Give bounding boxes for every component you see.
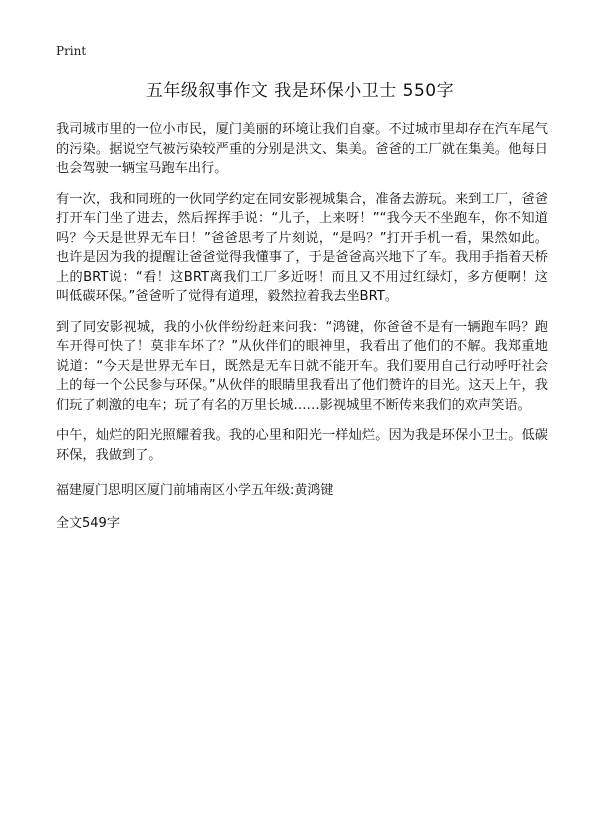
article-body bbox=[56, 120, 548, 533]
word-count: 全文549字 bbox=[56, 516, 120, 531]
paragraph-3: 到了同安影视城，我的小伙伴纷纷赶来问我：“鸿键，你爸爸不是有一辆跑车吗？跑车开得可快了！莫非车坏了？”从伙伴们的眼神里，我看出了他们的不解。我郑重地说道：“今天是世界无车日，既然是无车日就不能开车。我们要用自己行动呼吁社会上的每一个公民参与环保。”从伙伴的眼睛里我看出了他们赞许的目光。这天上午，我们玩了刺激的电车；玩了有名的万里长城……影视城里不断传来我们的欢声笑语。 bbox=[56, 319, 548, 413]
print-link[interactable]: Print bbox=[56, 44, 87, 58]
author-byline: 福建厦门思明区厦门前埔南区小学五年级:黄鸿键 bbox=[56, 483, 334, 498]
article-title: 五年级叙事作文 我是环保小卫士 550字 bbox=[145, 81, 455, 101]
paragraph-4: 中午，灿烂的阳光照耀着我。我的心里和阳光一样灿烂。因为我是环保小卫士。低碳环保，我做到了。 bbox=[56, 428, 548, 463]
paragraph-1: 我司城市里的一位小市民，厦门美丽的环境让我们自豪。不过城市里却存在汽车尾气的污染。据说空气被污染较严重的分别是洪文、集美。爸爸的工厂就在集美。他每日也会驾驶一辆宝马跑车出行。 bbox=[56, 122, 548, 176]
paragraph-2: 有一次，我和同班的一伙同学约定在同安影视城集合，准备去游玩。来到工厂，爸爸打开车门坐了进去，然后挥挥手说：“儿子，上来呀！”“我今天不坐跑车，你不知道吗？今天是世界无车日！”爸爸思考了片刻说，“是吗？”打开手机一看，果然如此。也许是因为我的提醒让爸爸觉得我懂事了，于是爸爸高兴地下了车。我用手指着天桥上的BRT说：“看！这BRT离我们工厂多近呀！而且又不用过红绿灯，多方便啊！这叫低碳环保。”爸爸听了觉得有道理，毅然拉着我去坐BRT。 bbox=[56, 191, 548, 304]
